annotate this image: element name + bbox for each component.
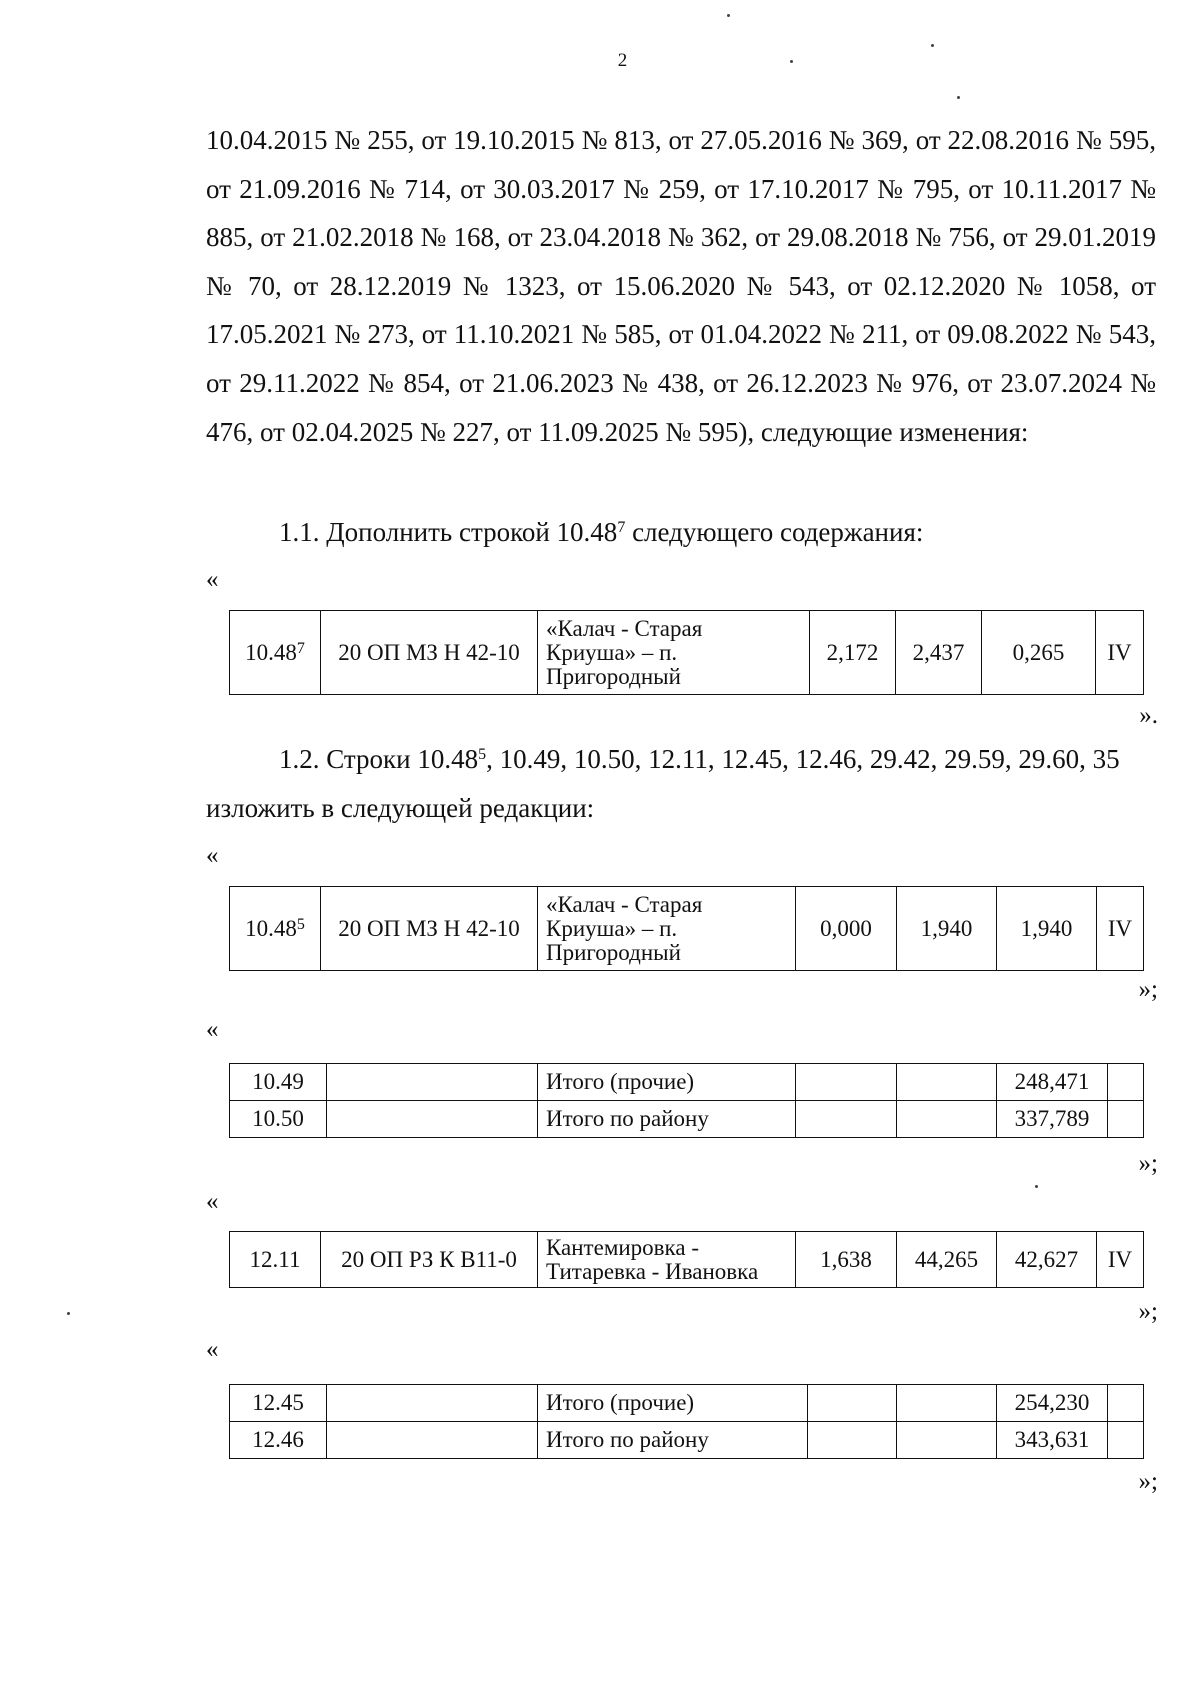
- intro-line: № 595), следующие изменения:: [665, 416, 1029, 447]
- length-km: 1,940: [997, 887, 1097, 971]
- road-name: «Калач - Старая Криуша» – п. Пригородный: [538, 887, 796, 971]
- start-km: 0,000: [796, 887, 897, 971]
- category: [1108, 1101, 1144, 1138]
- intro-line: 02.12.2020 № 1058, от 17.05.2021 № 273, от 11.10.2021 № 585, от 01.04.2022: [206, 270, 1156, 350]
- road-code: [327, 1064, 538, 1101]
- end-km: [897, 1385, 997, 1422]
- category: [1108, 1422, 1144, 1459]
- quote-close: »;: [1138, 976, 1158, 1003]
- row-number: 12.45: [230, 1385, 327, 1422]
- intro-line: 10.11.2017 № 885, от 21.02.2018 № 168, от 23.04.2018 № 362, от 29.08.2018: [206, 173, 1157, 253]
- start-km: 2,172: [810, 611, 896, 695]
- end-km: 44,265: [897, 1232, 997, 1288]
- length-km: 343,631: [997, 1422, 1108, 1459]
- quote-close: ».: [1139, 702, 1158, 729]
- road-code: 20 ОП МЗ Н 42-10: [321, 887, 538, 971]
- intro-line: № 595, от 21.09.2016 № 714, от 30.03.2017 № 259, от 17.10.2017 № 795, от: [206, 125, 1157, 204]
- scan-speck: [67, 1312, 70, 1315]
- road-code: [327, 1422, 538, 1459]
- road-name: Итого (прочие): [538, 1385, 808, 1422]
- table-row: [230, 1422, 1144, 1459]
- length-km: 0,265: [982, 611, 1096, 695]
- end-km: 2,437: [896, 611, 982, 695]
- quote-open: «: [206, 842, 219, 869]
- category: [1108, 1064, 1144, 1101]
- category: IV: [1097, 887, 1144, 971]
- length-km: 254,230: [997, 1385, 1108, 1422]
- road-name: Итого по району: [538, 1422, 808, 1459]
- length-km: 337,789: [997, 1101, 1108, 1138]
- road-code: 20 ОП РЗ К В11-0: [321, 1232, 538, 1288]
- item-1-2-line1: 1.2. Строки 10.48$^5$, 10.49, 10.50, 12.11, 12.45, 12.46, 29.42, 29.59, 29.60, 35: [279, 744, 1120, 774]
- end-km: [897, 1101, 997, 1138]
- quote-open: «: [206, 566, 219, 593]
- document-body: [206, 116, 1156, 456]
- intro-line: 26.12.2023 № 976, от 23.07.2024 № 476, от 02.04.2025 № 227, от 11.09.2025: [206, 367, 1157, 447]
- table-rows-12-45-12-46: [229, 1384, 1144, 1459]
- quote-close: »;: [1138, 1468, 1158, 1495]
- table-row-10-48-5: [229, 886, 1144, 971]
- intro-paragraph: [206, 116, 1156, 456]
- category: IV: [1097, 1232, 1144, 1288]
- intro-line: № 756, от 29.01.2019 № 70, от 28.12.2019 № 1323, от 15.06.2020 № 543, от: [206, 222, 1156, 301]
- category: [1108, 1385, 1144, 1422]
- quote-open: «: [206, 1336, 219, 1363]
- end-km: [897, 1064, 997, 1101]
- table-row-12-11: [229, 1231, 1144, 1288]
- row-number: 10.49: [230, 1064, 327, 1101]
- length-km: 42,627: [997, 1232, 1097, 1288]
- road-code: [327, 1101, 538, 1138]
- scan-speck: [790, 60, 793, 63]
- page-number: 2: [617, 50, 628, 71]
- quote-open: «: [206, 1188, 219, 1215]
- scan-speck: [957, 96, 960, 99]
- road-name: Итого по району: [538, 1101, 796, 1138]
- row-number: 10.48$^5$: [230, 887, 321, 971]
- scan-speck: [931, 44, 934, 47]
- table-rows-10-49-10-50: [229, 1063, 1144, 1138]
- table-row: [230, 1232, 1144, 1288]
- road-name: Итого (прочие): [538, 1064, 796, 1101]
- start-km: [796, 1064, 897, 1101]
- road-name: «Калач - Старая Криуша» – п. Пригородный: [538, 611, 810, 695]
- scan-speck: [727, 14, 730, 17]
- road-code: 20 ОП МЗ Н 42-10: [321, 611, 538, 695]
- start-km: [796, 1101, 897, 1138]
- end-km: [897, 1422, 997, 1459]
- quote-open: «: [206, 1016, 219, 1043]
- start-km: [808, 1385, 897, 1422]
- length-km: 248,471: [997, 1064, 1108, 1101]
- table-row: [230, 611, 1144, 695]
- row-number: 10.50: [230, 1101, 327, 1138]
- table-row: [230, 1101, 1144, 1138]
- road-name: Кантемировка - Титаревка - Ивановка: [538, 1232, 796, 1288]
- intro-line: 10.04.2015 № 255, от 19.10.2015 № 813, от 27.05.2016 № 369, от 22.08.2016: [206, 125, 1070, 155]
- table-new-row-10-48-7: [229, 610, 1144, 695]
- table-row: [230, 1064, 1144, 1101]
- table-row: [230, 887, 1144, 971]
- quote-close: »;: [1138, 1150, 1158, 1177]
- item-1-2-line2: изложить в следующей редакции:: [206, 793, 595, 823]
- start-km: 1,638: [796, 1232, 897, 1288]
- row-number: 12.11: [230, 1232, 321, 1288]
- category: IV: [1096, 611, 1144, 695]
- intro-line: № 211, от 09.08.2022 № 543, от 29.11.2022 № 854, от 21.06.2023 № 438, от: [206, 319, 1157, 398]
- row-number: 12.46: [230, 1422, 327, 1459]
- item-1-1: 1.1. Дополнить строкой 10.48$^7$ следующего содержания:: [279, 517, 924, 547]
- quote-close: »;: [1138, 1298, 1158, 1325]
- road-code: [327, 1385, 538, 1422]
- row-number: 10.48$^7$: [230, 611, 321, 695]
- scan-speck: [1035, 1185, 1038, 1188]
- start-km: [808, 1422, 897, 1459]
- end-km: 1,940: [897, 887, 997, 971]
- table-row: [230, 1385, 1144, 1422]
